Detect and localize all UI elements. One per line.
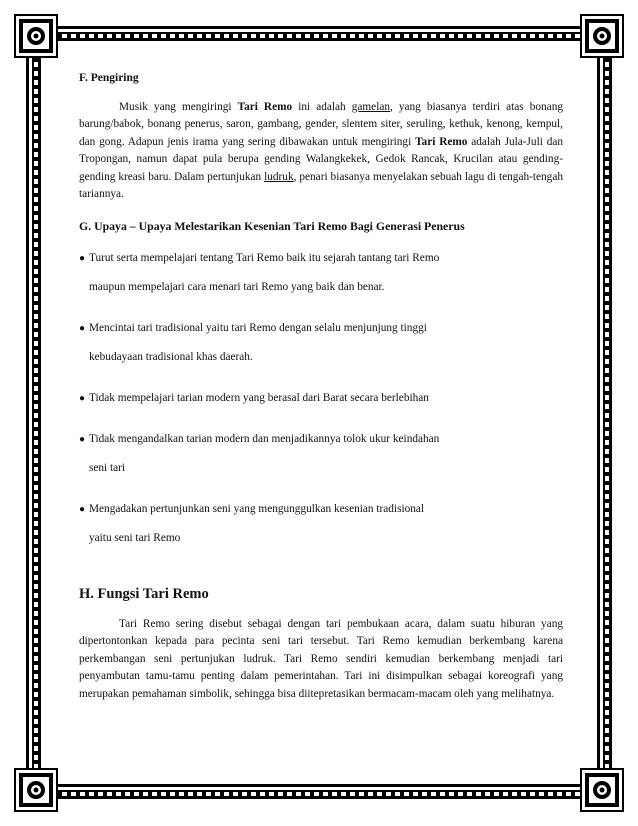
list-item-continuation: yaitu seni tari Remo: [89, 532, 181, 544]
list-item: [79, 314, 563, 372]
section-f-paragraph: [79, 99, 563, 204]
section-h-heading: H. Fungsi Tari Remo: [79, 586, 209, 602]
list-item-text: Mencintai tari tradisional yaitu tari Remo dengan selalu menjunjung tinggi: [89, 322, 427, 334]
border-left: [26, 40, 41, 786]
text-run: Musik yang mengiringi: [119, 100, 238, 113]
border-right: [597, 40, 612, 786]
list-item-text: Tidak mempelajari tarian modern yang berasal dari Barat secara berlebihan: [89, 392, 429, 404]
list-item-text: Mengadakan pertunjunkan seni yang mengunggulkan kesenian tradisional: [89, 503, 425, 515]
text-run-bold: Tari Remo: [237, 100, 293, 113]
list-item-continuation: maupun mempelajari cara menari tari Remo yang baik dan benar.: [89, 281, 385, 293]
list-item-continuation: seni tari: [89, 462, 126, 474]
bullet-dot-icon: ●: [79, 434, 86, 445]
corner-ornament-icon: [14, 14, 58, 58]
list-item-text: Tidak mengandalkan tarian modern dan menjadikannya tolok ukur keindahan: [89, 433, 440, 445]
list-item: [79, 244, 563, 302]
bullet-dot-icon: ●: [79, 323, 86, 334]
list-item: [79, 384, 563, 413]
text-run-underline: gamelan: [351, 100, 390, 113]
list-item-text: Turut serta mempelajari tentang Tari Remo baik itu sejarah tantang tari Remo: [89, 252, 440, 264]
bullet-dot-icon: ●: [79, 504, 86, 515]
bullet-dot-icon: ●: [79, 393, 86, 404]
section-g-heading: G. Upaya – Upaya Melestarikan Kesenian Tari Remo Bagi Generasi Penerus: [79, 218, 465, 233]
bullet-dot-icon: ●: [79, 253, 86, 264]
upaya-list: [79, 244, 563, 553]
border-top: [40, 26, 598, 41]
list-item-continuation: kebudayaan tradisional khas daerah.: [89, 351, 253, 363]
section-h-paragraph: Tari Remo sering disebut sebagai dengan tari pembukaan acara, dalam suatu hiburan yang dipertontonkan kepada para pecinta seni tari tersebut. Tari Remo kemudian berkembang karena perkembangan seni pertunjukan ludruk. Tari Remo sendiri kemudian berkembang menjadi tari penyambutan tamu-tamu penting dalam pemerintahan. Tari ini disimpulkan sebagai koreografi yang merupakan pemahaman simbolik, sehingga bisa diitepretasikan bermacam-macam oleh yang melihatnya.: [79, 617, 563, 700]
section-f-heading: F. Pengiring: [79, 72, 139, 84]
text-run: , yang biasanya terdiri atas bonang barung/babok, bonang penerus, saron, gambang, gender, slentem siter, seruling, kethuk, kenong, kempul, dan gong. Adapun jenis irama yang sering dibawakan untuk mengiringi: [79, 100, 563, 148]
text-run: , penari biasanya menyelakan sebuah lagu di tengah-tengah tariannya.: [79, 170, 563, 200]
list-item: [79, 425, 563, 483]
corner-ornament-icon: [580, 14, 624, 58]
text-run: adalah Jula-Juli dan Tropongan, namun dapat pula berupa gending Walangkekek, Gedok Rancak, Krucilan atau gending-gending kreasi baru. Dalam pertunjukan: [79, 135, 564, 183]
border-bottom: [40, 784, 598, 799]
text-run-bold: Tari Remo: [415, 135, 468, 148]
corner-ornament-icon: [580, 768, 624, 812]
text-run: ini adalah: [292, 100, 352, 113]
corner-ornament-icon: [14, 768, 58, 812]
list-item: [79, 495, 563, 553]
document-body: [79, 70, 563, 703]
text-run-underline: ludruk: [264, 170, 294, 183]
